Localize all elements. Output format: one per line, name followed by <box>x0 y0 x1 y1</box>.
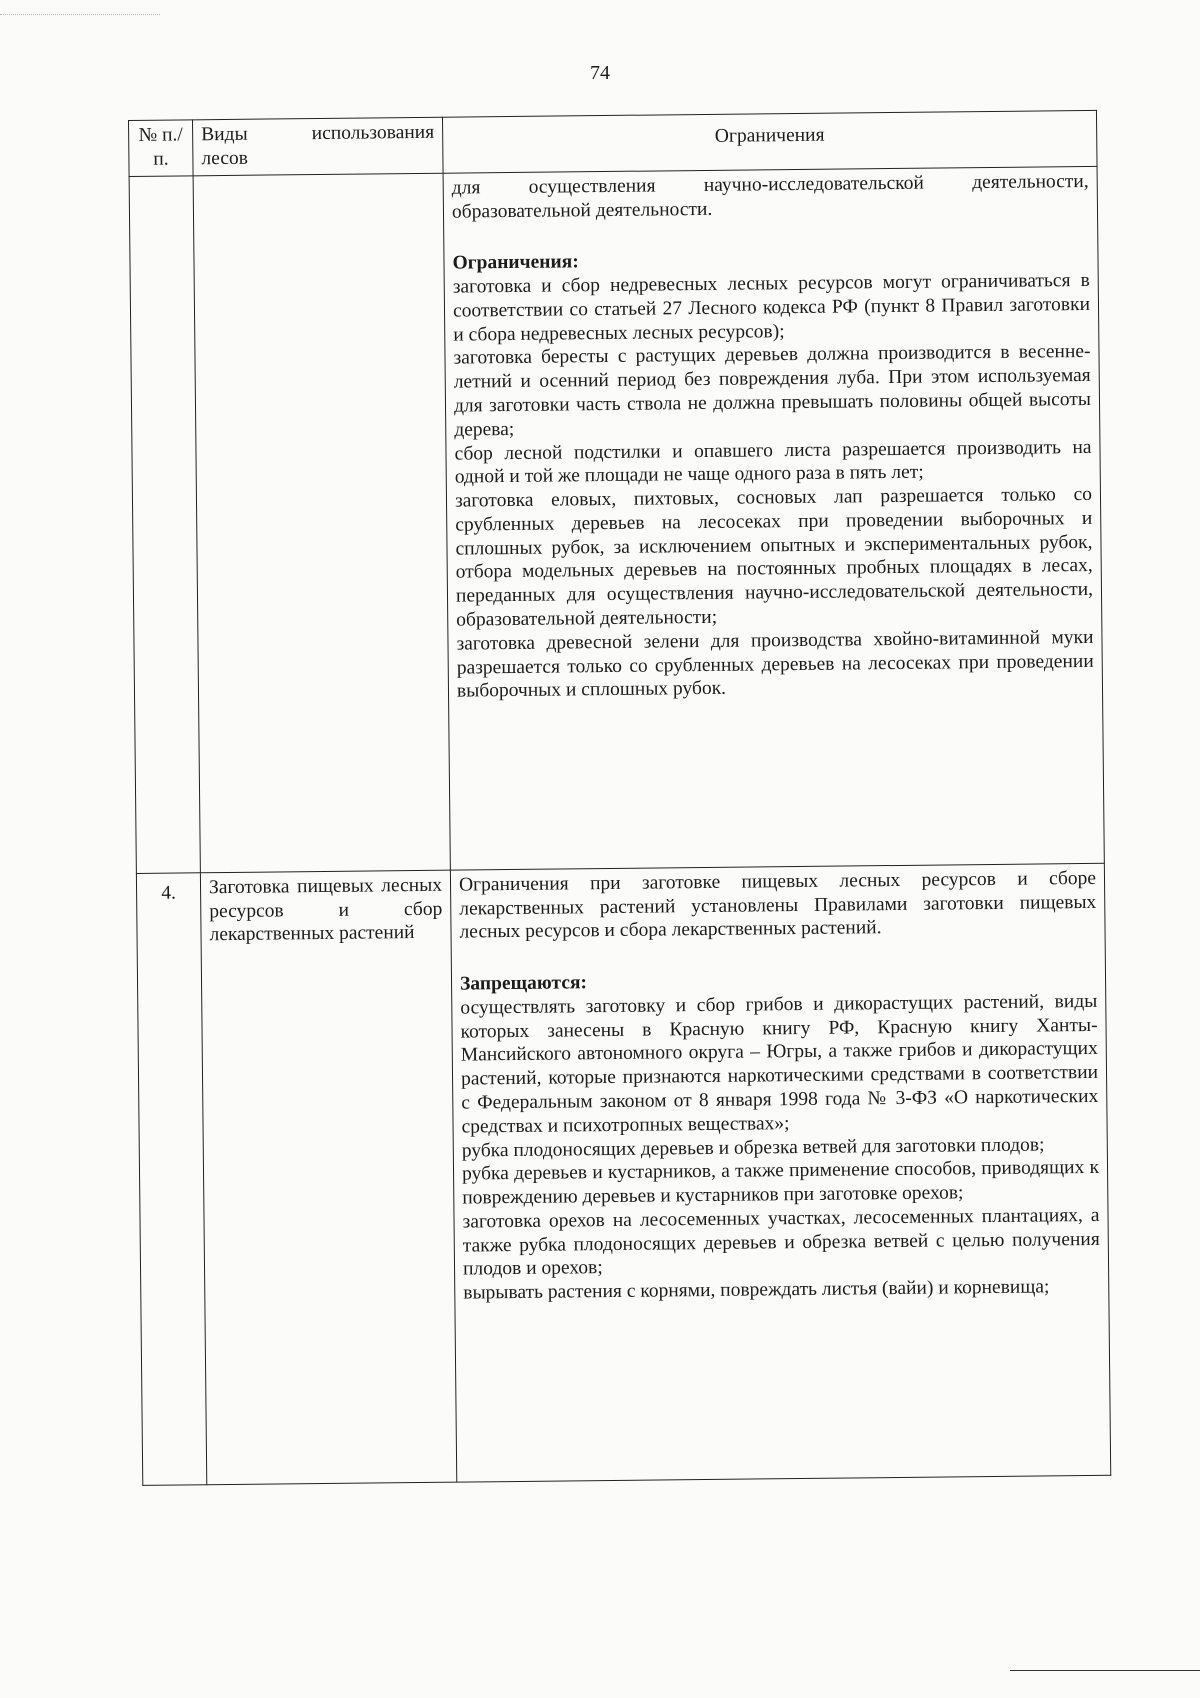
scan-noise <box>0 14 160 15</box>
page-number: 74 <box>590 62 610 84</box>
header-use-type <box>193 117 444 175</box>
restriction-paragraph: заготовка еловых, пихтовых, сосновых лап разрешается только со срубленных деревьев на лесосеках при проведении выборочных и сплошных рубок, за исключением опытных и экспериментальных рубок, отбора модельных деревьев на постоянных пробных площадях в лесах, переданных для осуществления научно-исследовательской деятельности, образовательной деятельности; <box>454 484 1094 631</box>
header-use-type-line1: Виды использования <box>201 121 435 146</box>
use-type-cell: Заготовка пищевых лесных ресурсов и сбор лекарственных растений <box>200 870 456 1485</box>
table-row <box>136 863 1110 1485</box>
restriction-paragraph: заготовка бересты с растущих деревьев должна производится в весенне-летний и осенний период без повреждения луба. При этом используемая для заготовки часть ствола не должна превышать половины общей высоты дерева; <box>453 341 1092 441</box>
restrictions-table-container <box>128 110 1111 1570</box>
header-use-type-line2: лесов <box>201 147 248 170</box>
prohibition-paragraph: рубка плодоносящих деревьев и обрезка ветвей для заготовки плодов; <box>461 1134 1045 1162</box>
restrictions-heading: Ограничения: <box>452 251 579 274</box>
restriction-paragraph: заготовка древесной зелени для производства хвойно-витаминной муки разрешается только со срубленных деревьев на лесосеках при проведении выборочных и сплошных рубок. <box>456 626 1094 702</box>
restrictions-cell <box>443 166 1104 870</box>
header-number: № п./п. <box>129 120 194 176</box>
restriction-paragraph: заготовка и сбор недревесных лесных ресурсов могут ограничиваться в соответствии со статьей 27 Лесного кодекса РФ (пункт 8 Правил заготовки и сбора недревесных лесных ресурсов); <box>452 270 1091 346</box>
row4-intro: Ограничения при заготовке пищевых лесных ресурсов и сборе лекарственных растений установлены Правилами заготовки пищевых лесных ресурсов и сбора лекарственных растений. <box>458 867 1097 943</box>
restrictions-cell <box>450 863 1110 1482</box>
prohibition-paragraph: осуществлять заготовку и сбор грибов и дикорастущих растений, виды которых занесены в Красную книгу РФ, Красную книгу Ханты-Мансийского автономного округа – Югры, а также грибов и дикорастущих растений, которые признаются наркотическими средствами в соответствии с Федеральным законом от 8 января 1998 года № 3-ФЗ «О наркотических средствах и психотропных веществах»; <box>460 990 1099 1138</box>
table-row <box>129 166 1104 873</box>
row-number-cell <box>129 176 200 874</box>
use-type-cell <box>193 173 450 873</box>
prohibited-heading: Запрещаются: <box>459 972 588 995</box>
restrictions-table <box>128 110 1111 1486</box>
prohibition-paragraph: рубка деревьев и кустарников, а также применение способов, приводящих к повреждению деревьев и кустарников при заготовке орехов; <box>461 1157 1100 1209</box>
prohibition-paragraph: вырывать растения с корнями, повреждать листья (вайи) и корневища; <box>463 1276 1050 1304</box>
row-number-cell: 4. <box>136 873 206 1486</box>
restriction-paragraph: сбор лесной подстилки и опавшего листа разрешается производить на одной и той же площади не чаще одного раза в пять лет; <box>454 436 1092 488</box>
prohibition-paragraph: заготовка орехов на лесосеменных участках, лесосеменных плантациях, а также рубка плодоносящих деревьев и обрезка ветвей с целью получения плодов и орехов; <box>462 1204 1100 1281</box>
header-restrictions: Ограничения <box>442 110 1097 173</box>
continued-intro: для осуществления научно-исследовательской деятельности, образовательной деятельности. <box>451 170 1089 223</box>
table-header-row <box>129 110 1098 176</box>
page-edge-line <box>1010 1670 1200 1671</box>
